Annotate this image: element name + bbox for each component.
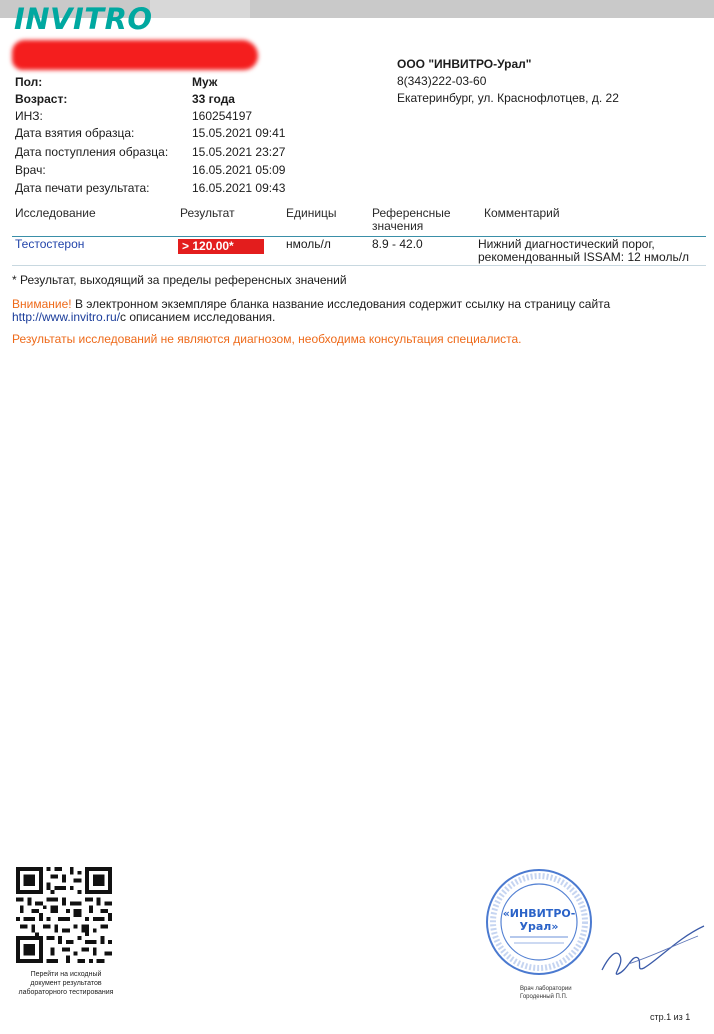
study-link-testosterone[interactable]: Тестостерон bbox=[15, 237, 85, 251]
stamp-text-line2: Урал» bbox=[519, 920, 559, 933]
result-comment-line1: Нижний диагностический порог, bbox=[478, 237, 655, 251]
header-reference bbox=[372, 207, 451, 233]
doctor-label: Врач: bbox=[15, 163, 46, 177]
qr-caption bbox=[12, 970, 120, 997]
warning-label: Внимание! bbox=[12, 297, 72, 311]
lab-stamp bbox=[484, 867, 594, 977]
invitro-site-link[interactable]: http://www.invitro.ru/ bbox=[12, 310, 121, 324]
page-number: стр.1 из 1 bbox=[650, 1012, 691, 1022]
header-study: Исследование bbox=[15, 206, 96, 220]
result-flagged-value: > 120.00* bbox=[178, 239, 264, 254]
qr-code[interactable] bbox=[16, 867, 112, 963]
header-units: Единицы bbox=[286, 206, 337, 220]
qr-caption-line1: Перейти на исходный bbox=[30, 971, 102, 978]
arrival-date-label: Дата поступления образца: bbox=[15, 145, 169, 159]
qr-caption-line2: документ результатов bbox=[30, 980, 102, 987]
redacted-patient-name bbox=[12, 40, 258, 70]
sex-label: Пол: bbox=[15, 75, 43, 89]
header-reference-line1: Референсные bbox=[372, 206, 451, 220]
inz-value: 160254197 bbox=[192, 109, 253, 123]
print-date-label: Дата печати результата: bbox=[15, 181, 150, 195]
print-date-value: 16.05.2021 09:43 bbox=[192, 181, 286, 195]
stamp-caption-line2: Городенный П.П. bbox=[520, 994, 568, 1000]
sample-date-label: Дата взятия образца: bbox=[15, 126, 135, 140]
warning-text: В электронном экземпляре бланка название исследования содержит ссылку на страницу сайта bbox=[71, 297, 611, 311]
doctor-value: 16.05.2021 05:09 bbox=[192, 163, 286, 177]
stamp-caption-line1: Врач лаборатории bbox=[520, 986, 572, 992]
footnote: * Результат, выходящий за пределы референсных значений bbox=[12, 273, 347, 287]
inz-label: ИНЗ: bbox=[15, 109, 43, 123]
warning-line-2 bbox=[12, 311, 275, 324]
doctor-signature bbox=[598, 918, 708, 988]
lab-name: ООО "ИНВИТРО-Урал" bbox=[397, 57, 532, 71]
header-result: Результат bbox=[180, 206, 235, 220]
result-units: нмоль/л bbox=[286, 237, 331, 251]
top-edge-shade bbox=[150, 0, 250, 18]
header-comment: Комментарий bbox=[484, 206, 560, 220]
age-value: 33 года bbox=[192, 92, 235, 106]
table-row-rule bbox=[12, 265, 706, 266]
qr-caption-line3: лабораторного тестирования bbox=[18, 989, 114, 996]
reference-range: 8.9 - 42.0 bbox=[372, 237, 423, 251]
warning-tail: с описанием исследования. bbox=[120, 310, 276, 324]
result-comment bbox=[478, 238, 689, 264]
sample-date-value: 15.05.2021 09:41 bbox=[192, 126, 286, 140]
stamp-text-line1: «ИНВИТРО- bbox=[502, 907, 576, 920]
age-label: Возраст: bbox=[15, 92, 68, 106]
header-reference-line2: значения bbox=[372, 219, 424, 233]
invitro-logo: INVITRO bbox=[14, 2, 153, 36]
result-comment-line2: рекомендованный ISSAM: 12 нмоль/л bbox=[478, 250, 690, 264]
lab-phone: 8(343)222-03-60 bbox=[397, 74, 487, 88]
doctor-signature-caption bbox=[520, 985, 572, 1001]
arrival-date-value: 15.05.2021 23:27 bbox=[192, 145, 286, 159]
sex-value: Муж bbox=[192, 75, 218, 89]
lab-address: Екатеринбург, ул. Краснофлотцев, д. 22 bbox=[397, 91, 619, 105]
disclaimer: Результаты исследований не являются диагнозом, необходима консультация специалиста. bbox=[12, 332, 522, 346]
